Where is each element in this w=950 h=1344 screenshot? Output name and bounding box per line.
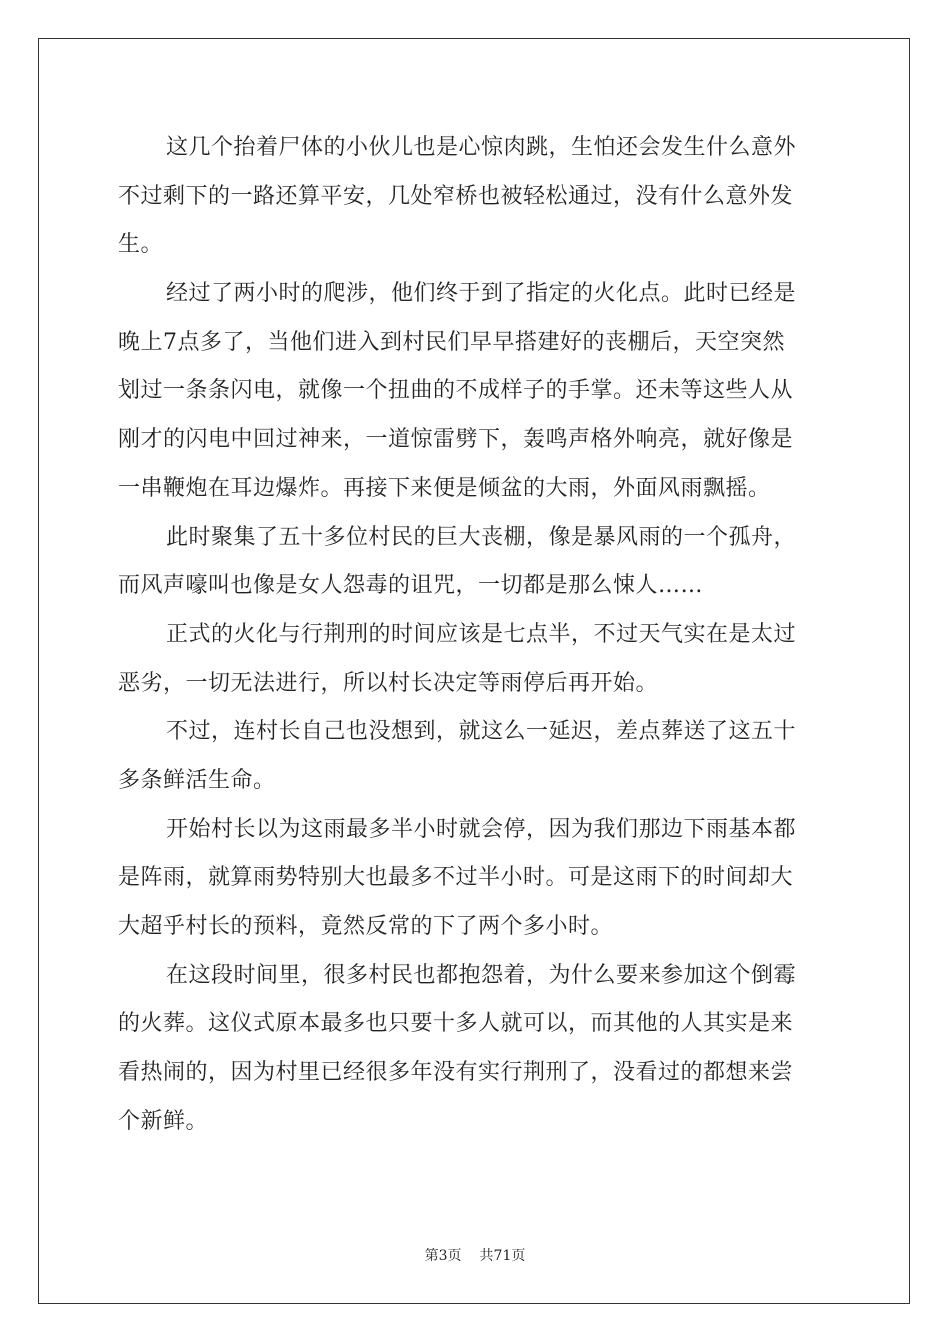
paragraph-3 bbox=[118, 514, 834, 611]
text-line: 而风声嚎叫也像是女人怨毒的诅咒，一切都是那么悚人…… bbox=[118, 573, 704, 599]
page-footer bbox=[0, 1245, 950, 1265]
text-line: 恶劣，一切无法进行，所以村长决定等雨停后再开始。 bbox=[118, 670, 659, 696]
text-line: 在这段时间里，很多村民也都抱怨着，为什么要来参加这个倒霉 bbox=[166, 962, 797, 988]
text-line: 是阵雨，就算雨势特别大也最多不过半小时。可是这雨下的时间却大 bbox=[118, 865, 794, 891]
text-line: 多条鲜活生命。 bbox=[118, 767, 276, 793]
text-line: 正式的火化与行荆刑的时间应该是七点半，不过天气实在是太过 bbox=[166, 621, 797, 647]
text-line: 大超乎村长的预料，竟然反常的下了两个多小时。 bbox=[118, 914, 614, 939]
text-line: 个新鲜。 bbox=[118, 1108, 209, 1134]
paragraph-4 bbox=[118, 611, 834, 708]
paragraph-7 bbox=[118, 952, 834, 1147]
text-line: 一串鞭炮在耳边爆炸。再接下来便是倾盆的大雨，外面风雨飘摇。 bbox=[118, 475, 771, 501]
paragraph-1 bbox=[118, 124, 834, 270]
paragraph-5 bbox=[118, 708, 834, 805]
paragraph-2 bbox=[118, 270, 834, 513]
text-line: 开始村长以为这雨最多半小时就会停，因为我们那边下雨基本都 bbox=[166, 816, 797, 842]
text-line: 晚上7点多了，当他们进入到村民们早早搭建好的丧棚后，天空突然 bbox=[118, 329, 785, 355]
text-line: 经过了两小时的爬涉，他们终于到了指定的火化点。此时已经是 bbox=[166, 281, 797, 307]
text-line: 划过一条条闪电，就像一个扭曲的不成样子的手掌。还未等这些人从 bbox=[118, 378, 794, 404]
text-line: 生。 bbox=[118, 232, 164, 258]
paragraph-6 bbox=[118, 806, 834, 952]
text-line: 看热闹的，因为村里已经很多年没有实行荆刑了，没看过的都想来尝 bbox=[118, 1060, 794, 1086]
text-line: 刚才的闪电中回过神来，一道惊雷劈下，轰鸣声格外响亮，就好像是 bbox=[118, 427, 794, 453]
text-line: 不过，连村长自己也没想到，就这么一延迟，差点葬送了这五十 bbox=[166, 719, 797, 745]
page-total: 共71页 bbox=[479, 1248, 526, 1264]
text-line: 不过剩下的一路还算平安，几处窄桥也被轻松通过，没有什么意外发 bbox=[118, 183, 794, 209]
text-line: 这几个抬着尸体的小伙儿也是心惊肉跳，生怕还会发生什么意外 bbox=[166, 135, 797, 160]
page-number: 第3页 bbox=[424, 1248, 462, 1264]
text-line: 的火葬。这仪式原本最多也只要十多人就可以，而其他的人其实是来 bbox=[118, 1011, 794, 1037]
text-line: 此时聚集了五十多位村民的巨大丧棚，像是暴风雨的一个孤舟， bbox=[166, 524, 797, 550]
document-body bbox=[118, 124, 834, 1146]
